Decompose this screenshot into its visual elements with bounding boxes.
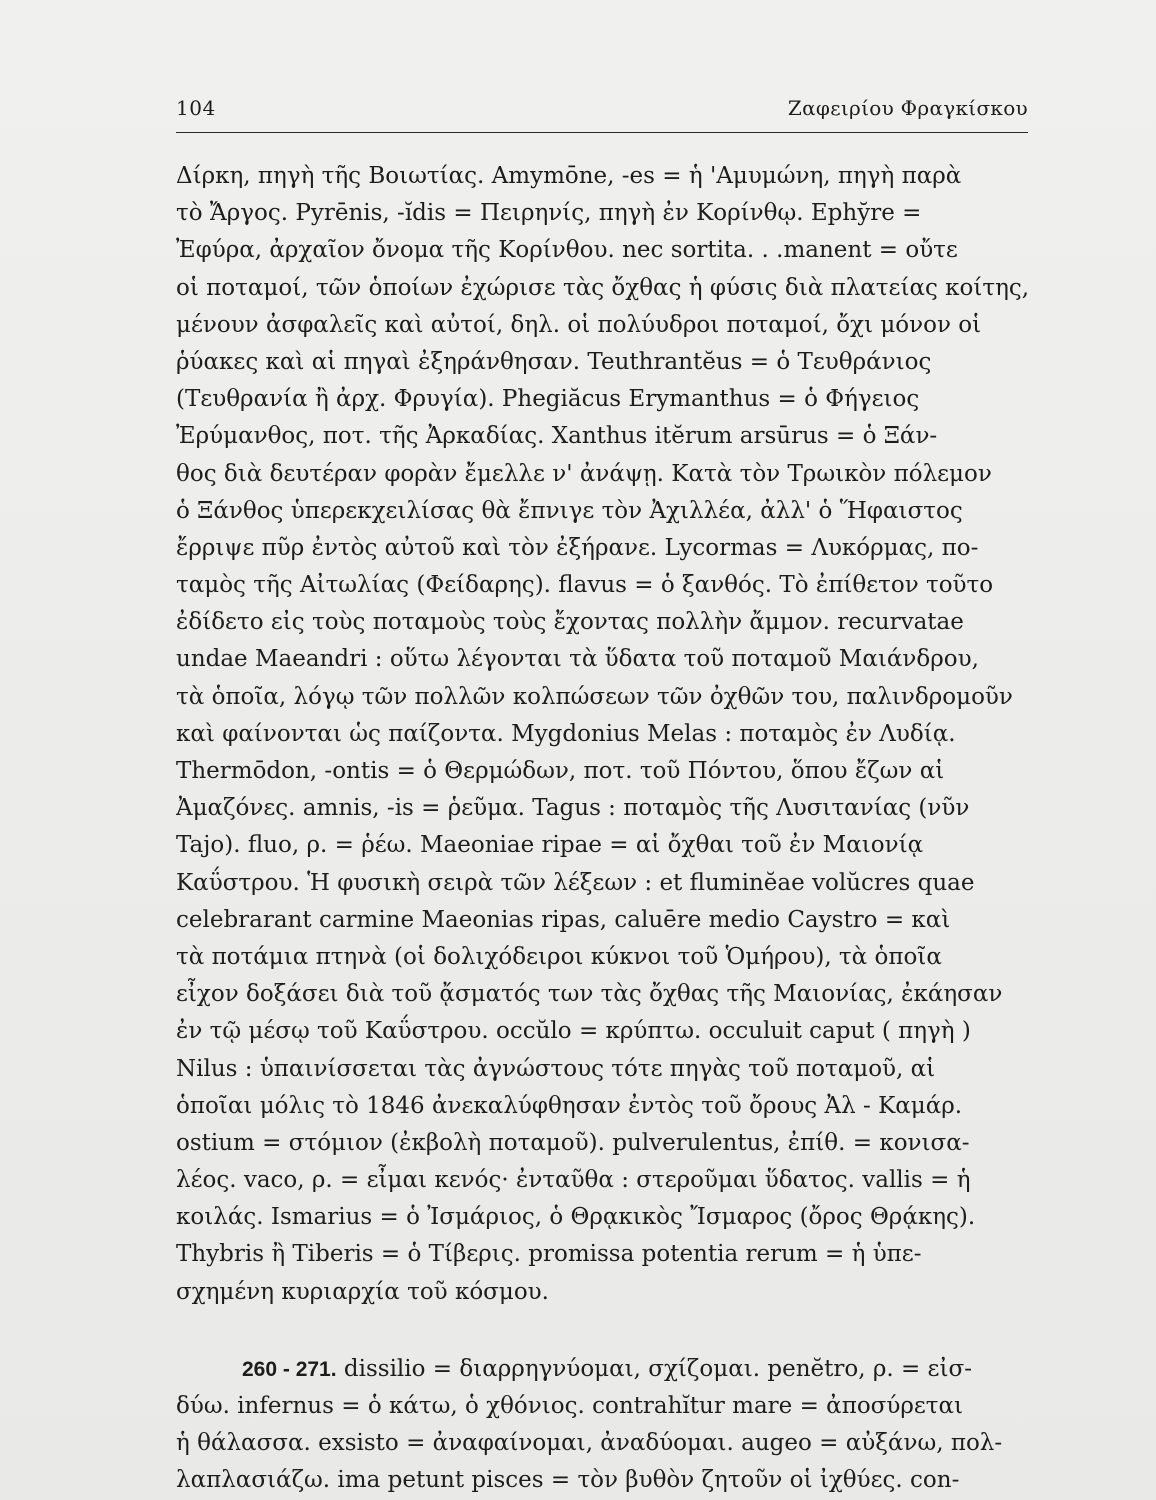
text-line: ὁποῖαι μόλις τὸ 1846 ἀνεκαλύφθησαν ἐντὸς τοῦ ὄρους Ἀλ - Καμάρ. [176, 1092, 963, 1119]
text-line: ταμὸς τῆς Αἰτωλίας (Φείδαρης). flavus = ὁ ξανθός. Τὸ ἐπίθετον τοῦτο [176, 572, 994, 599]
text-line: Ἐφύρα, ἀρχαῖον ὄνομα τῆς Κορίνθου. nec sortita. . .manent = οὔτε [176, 237, 958, 264]
body-text [176, 158, 1032, 1500]
text-line: Δίρκη, πηγὴ τῆς Βοιωτίας. Amymōne, -es = ἡ 'Αμυμώνη, πηγὴ παρὰ [176, 163, 962, 189]
text-line: δύω. infernus = ὁ κάτω, ὁ χθόνιος. contrahĭtur mare = ἀποσύρεται [176, 1393, 964, 1419]
text-line: (Τευθρανία ἢ ἀρχ. Φρυγία). Phegiăcus Erymanthus = ὁ Φήγειος [176, 386, 920, 413]
text-line: τὸ Ἄργος. Pyrēnis, -ĭdis = Πειρηνίς, πηγὴ ἐν Κορίνθῳ. Ephy̆re = [176, 200, 922, 227]
text-line: Tajo). fluo, ρ. = ῥέω. Maeoniae ripae = αἱ ὄχθαι τοῦ ἐν Μαιονίᾳ [176, 832, 924, 859]
section-first-text: dissilio = διαρρηγνύομαι, σχίζομαι. penĕtro, ρ. = εἰσ- [336, 1355, 972, 1382]
section-number: 260 - 271. [242, 1357, 337, 1381]
text-line: οἱ ποταμοί, τῶν ὁποίων ἐχώρισε τὰς ὄχθας ἡ φύσις διὰ πλατείας κοίτης, [176, 274, 1030, 301]
paragraph-gap [176, 1311, 1032, 1351]
text-line: Ἀμαζόνες. amnis, -is = ῥεῦμα. Tagus : ποταμὸς τῆς Λυσιτανίας (νῦν [176, 795, 970, 822]
text-line: Thermōdon, -ontis = ὁ Θερμώδων, ποτ. τοῦ Πόντου, ὅπου ἔζων αἱ [176, 758, 945, 784]
page-header [176, 88, 1028, 133]
text-line: καὶ φαίνονται ὡς παίζοντα. Mygdonius Melas : ποταμὸς ἐν Λυδίᾳ. [176, 720, 956, 747]
text-line: λαπλασιάζω. ima petunt pisces = τὸν βυθὸν ζητοῦν οἱ ἰχθύες. con- [176, 1467, 960, 1494]
section-first-line [176, 1351, 1032, 1388]
text-line: celebrarant carmine Maeonias ripas, caluēre medio Caystro = καὶ [176, 906, 951, 933]
text-line: ῥύακες καὶ αἱ πηγαὶ ἐξηράνθησαν. Teuthrantĕus = ὁ Τευθράνιος [176, 348, 932, 375]
text-line: Thybris ἢ Tiberis = ὁ Τίβερις. promissa potentia rerum = ἡ ὑπε- [176, 1241, 922, 1268]
text-line: τὰ ποτάμια πτηνὰ (οἱ δολιχόδειροι κύκνοι τοῦ Ὁμήρου), τὰ ὁποῖα [176, 943, 942, 970]
text-line: Nilus : ὑπαινίσσεται τὰς ἀγνώστους τότε πηγὰς τοῦ ποταμοῦ, αἱ [176, 1055, 936, 1082]
text-line: σχημένη κυριαρχία τοῦ κόσμου. [176, 1278, 549, 1305]
page-number: 104 [176, 96, 216, 120]
text-line: ἐν τῷ μέσῳ τοῦ Καΰστρου. occŭlo = κρύπτω. occuluit caput ( πηγὴ ) [176, 1018, 971, 1045]
text-line: τὰ ὁποῖα, λόγῳ τῶν πολλῶν κολπώσεων τῶν ὀχθῶν του, παλινδρομοῦν [176, 683, 1013, 710]
text-line: undae Maeandri : οὕτω λέγονται τὰ ὕδατα τοῦ ποταμοῦ Μαιάνδρου, [176, 646, 979, 673]
text-line: Καΰστρου. Ἡ φυσικὴ σειρὰ τῶν λέξεων : et fluminĕae volŭcres quae [176, 869, 975, 896]
text-line: λέος. vaco, ρ. = εἶμαι κενός· ἐνταῦθα : στεροῦμαι ὕδατος. vallis = ἡ [176, 1167, 971, 1194]
text-line: θος διὰ δευτέραν φορὰν ἔμελλε ν' ἀνάψῃ. Κατὰ τὸν Τρωικὸν πόλεμον [176, 460, 992, 487]
text-line: ἐδίδετο εἰς τοὺς ποταμοὺς τοὺς ἔχοντας πολλὴν ἄμμον. recurvatae [176, 609, 964, 636]
text-line: εἶχον δοξάσει διὰ τοῦ ᾄσματός των τὰς ὄχθας τῆς Μαιονίας, ἐκάησαν [176, 981, 1003, 1008]
text-line: μένουν ἀσφαλεῖς καὶ αὐτοί, δηλ. οἱ πολύυδροι ποταμοί, ὄχι μόνον οἱ [176, 311, 982, 338]
text-line: ἔρριψε πῦρ ἐντὸς αὐτοῦ καὶ τὸν ἐξήρανε. Lycormas = Λυκόρμας, πο- [176, 534, 979, 561]
text-line: κοιλάς. Ismarius = ὁ Ἰσμάριος, ὁ Θρᾳκικὸς Ἴσμαρος (ὄρος Θρᾴκης). [176, 1204, 976, 1231]
running-title: Ζαφειρίου Φραγκίσκου [787, 96, 1028, 120]
text-line: ostium = στόμιον (ἐκβολὴ ποταμοῦ). pulverulentus, ἐπίθ. = κονισα- [176, 1129, 970, 1156]
text-line: ὁ Ξάνθος ὑπερεκχειλίσας θὰ ἔπνιγε τὸν Ἀχιλλέα, ἀλλ' ὁ Ἥφαιστος [176, 497, 963, 524]
text-line: ἡ θάλασσα. exsisto = ἀναφαίνομαι, ἀναδύομαι. augeo = αὐξάνω, πολ- [176, 1430, 1003, 1457]
text-line: Ἐρύμανθος, ποτ. τῆς Ἀρκαδίας. Xanthus itĕrum arsūrus = ὁ Ξάν- [176, 423, 938, 450]
